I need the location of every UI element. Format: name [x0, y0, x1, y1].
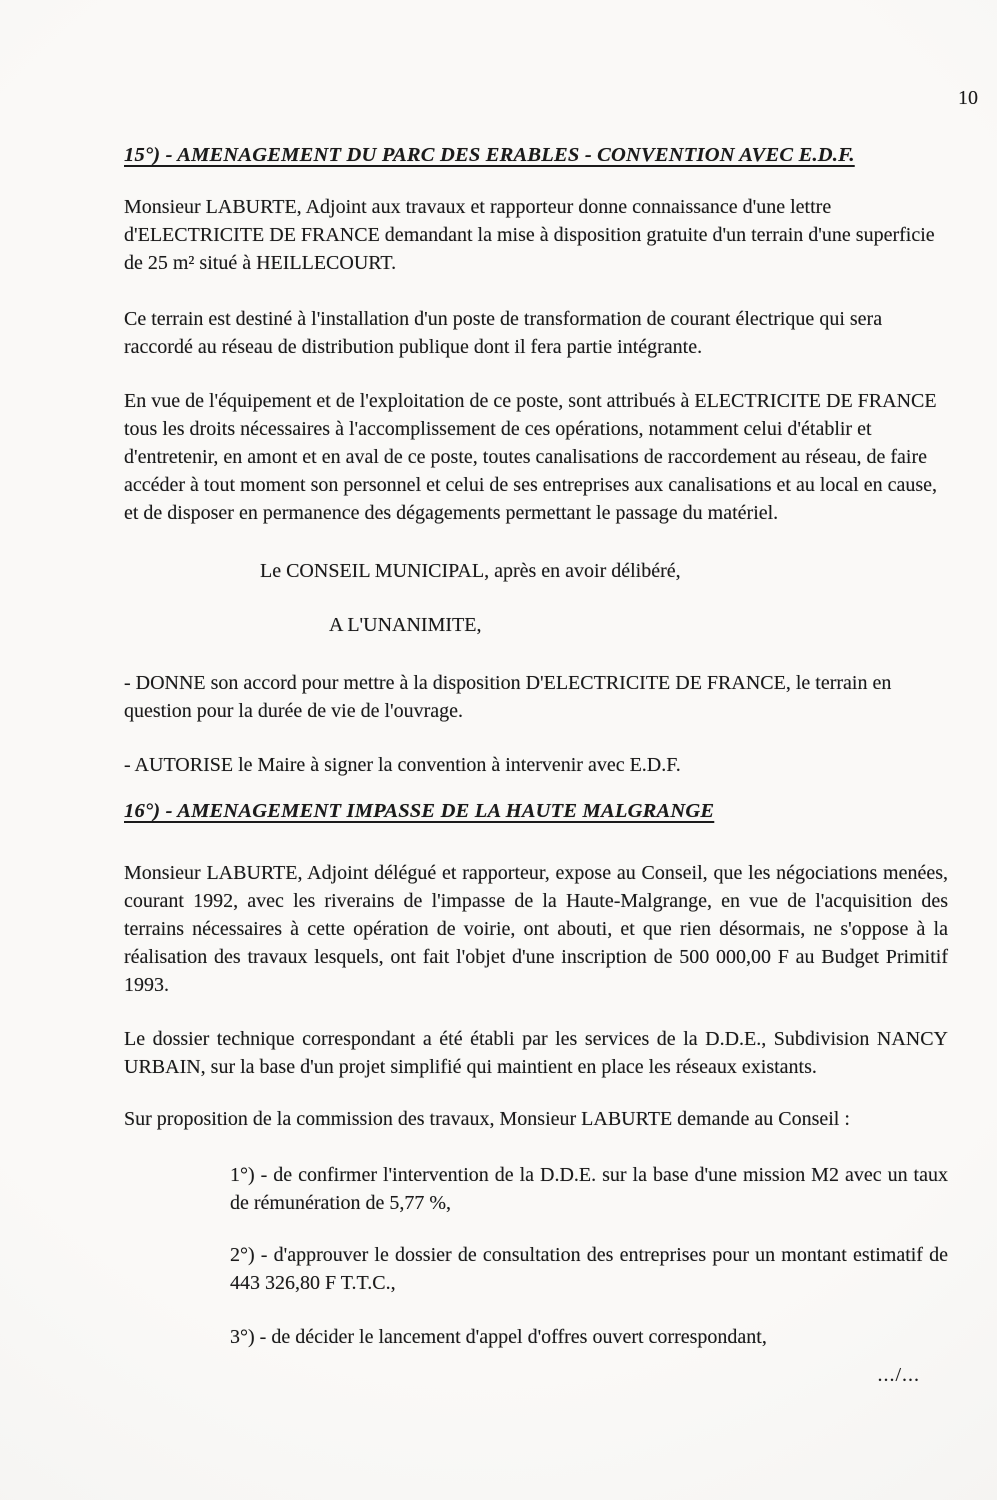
section-15-paragraph-2: Ce terrain est destiné à l'installation d'un poste de transformation de courant électrique qui sera raccordé au réseau de distribution publique dont il fera partie intégrante. — [124, 308, 883, 358]
section-16-paragraph-3: Sur proposition de la commission des travaux, Monsieur LABURTE demande au Conseil : — [124, 1108, 850, 1130]
section-15-paragraph-3: En vue de l'équipement et de l'exploitation de ce poste, sont attribués à ELECTRICITE DE FRANCE tous les droits nécessaires à l'accomplissement de ces opérations, notamment celui d'établir et d'entretenir, en amont et en aval de ce poste, toutes canalisations de raccordement au réseau, de faire accéder à tout moment son personnel et celui de ses entreprises aux canalisations et au local en cause, et de disposer en permanence des dégagements permettant le passage du matériel. — [124, 390, 938, 524]
section-15-paragraph-1: Monsieur LABURTE, Adjoint aux travaux et rapporteur donne connaissance d'une lettre d'ELECTRICITE DE FRANCE demandant la mise à disposition gratuite d'un terrain d'une superficie de 25 m² situé à HEILLECOURT. — [124, 196, 935, 274]
section-16-heading — [124, 797, 948, 825]
numbered-item-3: 3°) - de décider le lancement d'appel d'offres ouvert correspondant, — [230, 1326, 767, 1348]
numbered-item-2: 2°) - d'approuver le dossier de consultation des entreprises pour un montant estimatif de 443 326,80 F T.T.C., — [230, 1244, 948, 1294]
continuation-mark: .../... — [877, 1364, 920, 1386]
section-16-paragraph-1: Monsieur LABURTE, Adjoint délégué et rapporteur, expose au Conseil, que les négociations menées, courant 1992, avec les riverains de l'impasse de la Haute-Malgrange, en vue de l'acquisition des terrains nécessaires à cette opération de voirie, ont abouti, et que rien désormais, ne s'oppose à la réalisation des travaux lesquels, ont fait l'objet d'une inscription de 500 000,00 F au Budget Primitif 1993. — [124, 862, 948, 996]
section-15-heading-text: 15°) - AMENAGEMENT DU PARC DES ERABLES - CONVENTION AVEC E.D.F. — [124, 144, 855, 166]
numbered-item-1: 1°) - de confirmer l'intervention de la D.D.E. sur la base d'une mission M2 avec un taux de rémunération de 5,77 %, — [230, 1164, 948, 1214]
page-number: 10 — [958, 87, 978, 109]
council-deliberation-line: Le CONSEIL MUNICIPAL, après en avoir délibéré, — [260, 560, 681, 582]
section-16-heading-text: 16°) - AMENAGEMENT IMPASSE DE LA HAUTE MALGRANGE — [124, 800, 715, 822]
section-15-heading — [124, 141, 948, 169]
document-content — [124, 141, 948, 1389]
unanimity-line: A L'UNANIMITE, — [329, 614, 482, 636]
section-16-paragraph-2: Le dossier technique correspondant a été établi par les services de la D.D.E., Subdivision NANCY URBAIN, sur la base d'un projet simplifié qui maintient en place les réseaux existants. — [124, 1028, 948, 1078]
decision-donne: - DONNE son accord pour mettre à la disposition D'ELECTRICITE DE FRANCE, le terrain en question pour la durée de vie de l'ouvrage. — [124, 672, 892, 722]
decision-autorise: - AUTORISE le Maire à signer la convention à intervenir avec E.D.F. — [124, 754, 681, 776]
